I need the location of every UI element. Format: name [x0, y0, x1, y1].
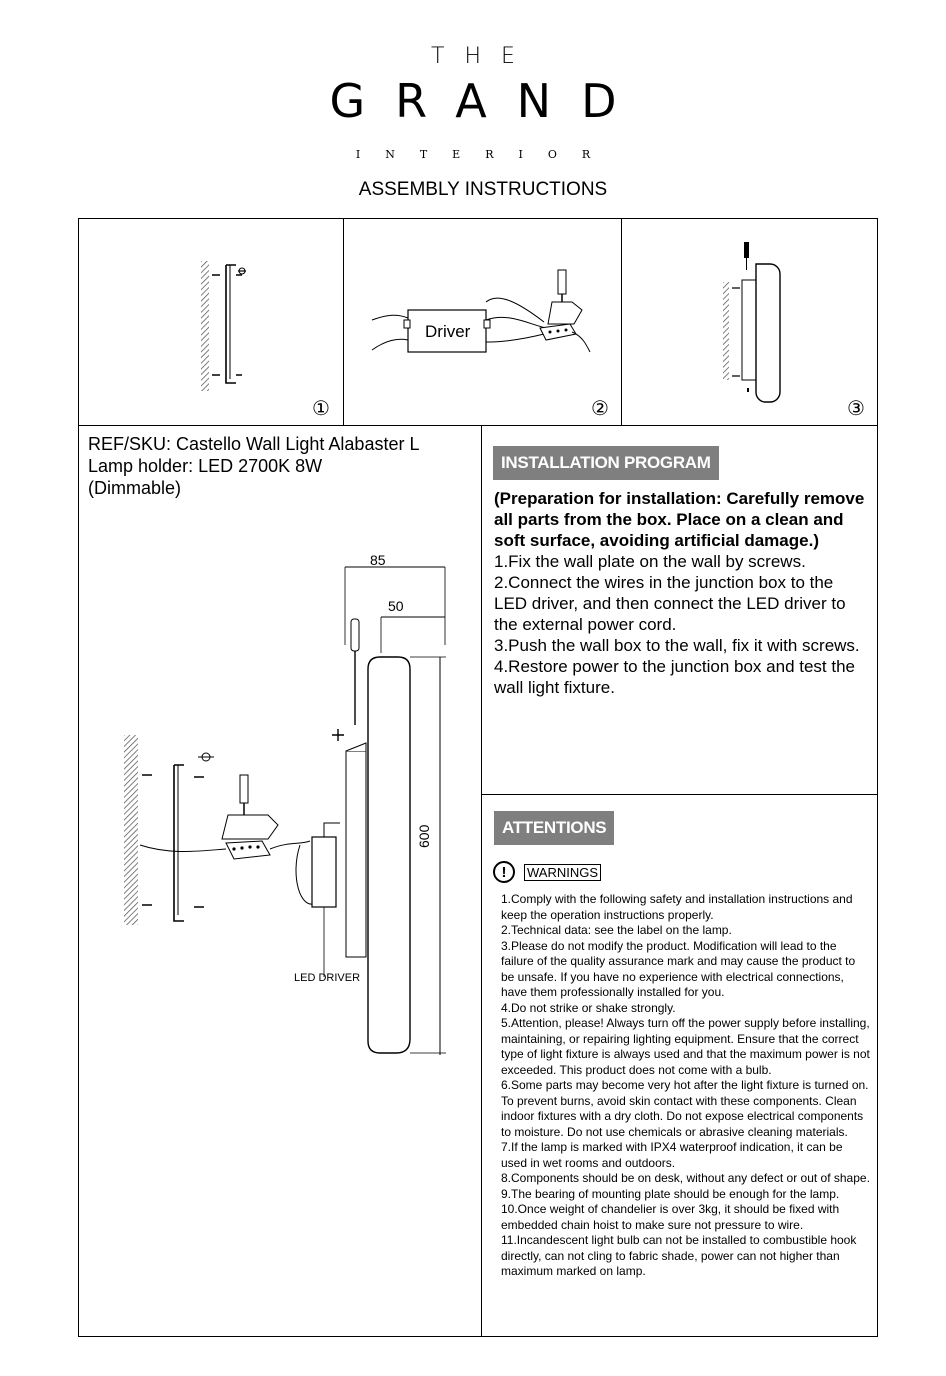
- led-driver-label: LED DRIVER: [294, 972, 361, 984]
- dimension-height: 600: [416, 824, 432, 848]
- attention-item: 1.Comply with the following safety and installation instructions and keep the operation instructions properly.: [501, 892, 853, 922]
- step3-fixture-mount-illustration: [718, 236, 788, 406]
- attentions-list: [501, 892, 871, 1280]
- step1-wall-plate-illustration: [190, 255, 260, 395]
- product-dimmable: (Dimmable): [88, 478, 182, 498]
- installation-step-2: 2.Connect the wires in the junction box to the LED driver, and then connect the LED driver to the external power cord.: [494, 573, 846, 634]
- installation-text: [494, 488, 869, 698]
- attention-item: 3.Please do not modify the product. Modification will lead to the failure of the quality assurance mark and may cause the product to be unsafe. If you have no experience with electrical connections, have them professionally installed for you.: [501, 938, 856, 999]
- installation-preparation: (Preparation for installation: Carefully remove all parts from the box. Place on a clean and soft surface, avoiding artificial damage.): [494, 489, 865, 550]
- attention-item: 5.Attention, please! Always turn off the power supply before installing, maintaining, or repairing lighting equipment. Ensure that the correct type of light fixture is always used and that the maximum power is not exceeded. This product does not come with a bulb.: [501, 1016, 870, 1077]
- step-number-3: ③: [847, 396, 865, 420]
- product-ref-sku: REF/SKU: Castello Wall Light Alabaster L: [88, 434, 420, 454]
- attention-item: 9.The bearing of mounting plate should be enough for the lamp.: [501, 1186, 840, 1201]
- attention-item: 11.Incandescent light bulb can not be installed to combustible hook directly, can not cling to fabric shade, power can not higher than maximum marked on lamp.: [501, 1233, 857, 1278]
- product-info: [88, 433, 478, 499]
- step-number-1: ①: [312, 396, 330, 420]
- step-number-2: ②: [591, 396, 609, 420]
- dimension-depth: 50: [388, 598, 404, 614]
- logo-grand: GRAND: [329, 74, 647, 128]
- installation-step-1: 1.Fix the wall plate on the wall by screws.: [494, 552, 806, 571]
- warnings-row: [493, 859, 601, 885]
- logo-the: THE: [431, 44, 535, 69]
- installation-step-3: 3.Push the wall box to the wall, fix it with screws.: [494, 636, 860, 655]
- installation-step-4: 4.Restore power to the junction box and test the wall light fixture.: [494, 657, 856, 697]
- attention-item: 8.Components should be on desk, without any defect or out of shape.: [501, 1171, 870, 1185]
- attention-item: 10.Once weight of chandelier is over 3kg, it should be fixed with embedded chain hoist to make sure not pressure to wire.: [501, 1202, 840, 1232]
- driver-box-label: Driver: [425, 322, 471, 341]
- technical-drawing: [110, 545, 470, 1065]
- product-lamp-holder: Lamp holder: LED 2700K 8W: [88, 456, 323, 476]
- attention-item: 7.If the lamp is marked with IPX4 waterproof indication, it can be used in wet rooms and outdoors.: [501, 1140, 843, 1170]
- warning-exclamation-icon: !: [493, 861, 515, 883]
- document-title: ASSEMBLY INSTRUCTIONS: [358, 179, 608, 200]
- attention-item: 4.Do not strike or shake strongly.: [501, 1000, 676, 1015]
- logo-interior: INTERIOR: [355, 148, 616, 161]
- step2-driver-wiring-illustration: [368, 262, 608, 362]
- installation-program-heading: INSTALLATION PROGRAM: [493, 446, 719, 480]
- dimension-width: 85: [370, 552, 386, 568]
- attentions-heading: ATTENTIONS: [494, 811, 614, 845]
- warnings-label: WARNINGS: [524, 864, 601, 881]
- attention-item: 6.Some parts may become very hot after the light fixture is turned on. To prevent burns, avoid skin contact with these components. Clean indoor fixtures with a dry cloth. Do not expose electrical components to moisture. Do not use chemicals or abrasive cleaning materials.: [501, 1078, 869, 1139]
- attention-item: 2.Technical data: see the label on the lamp.: [501, 923, 732, 937]
